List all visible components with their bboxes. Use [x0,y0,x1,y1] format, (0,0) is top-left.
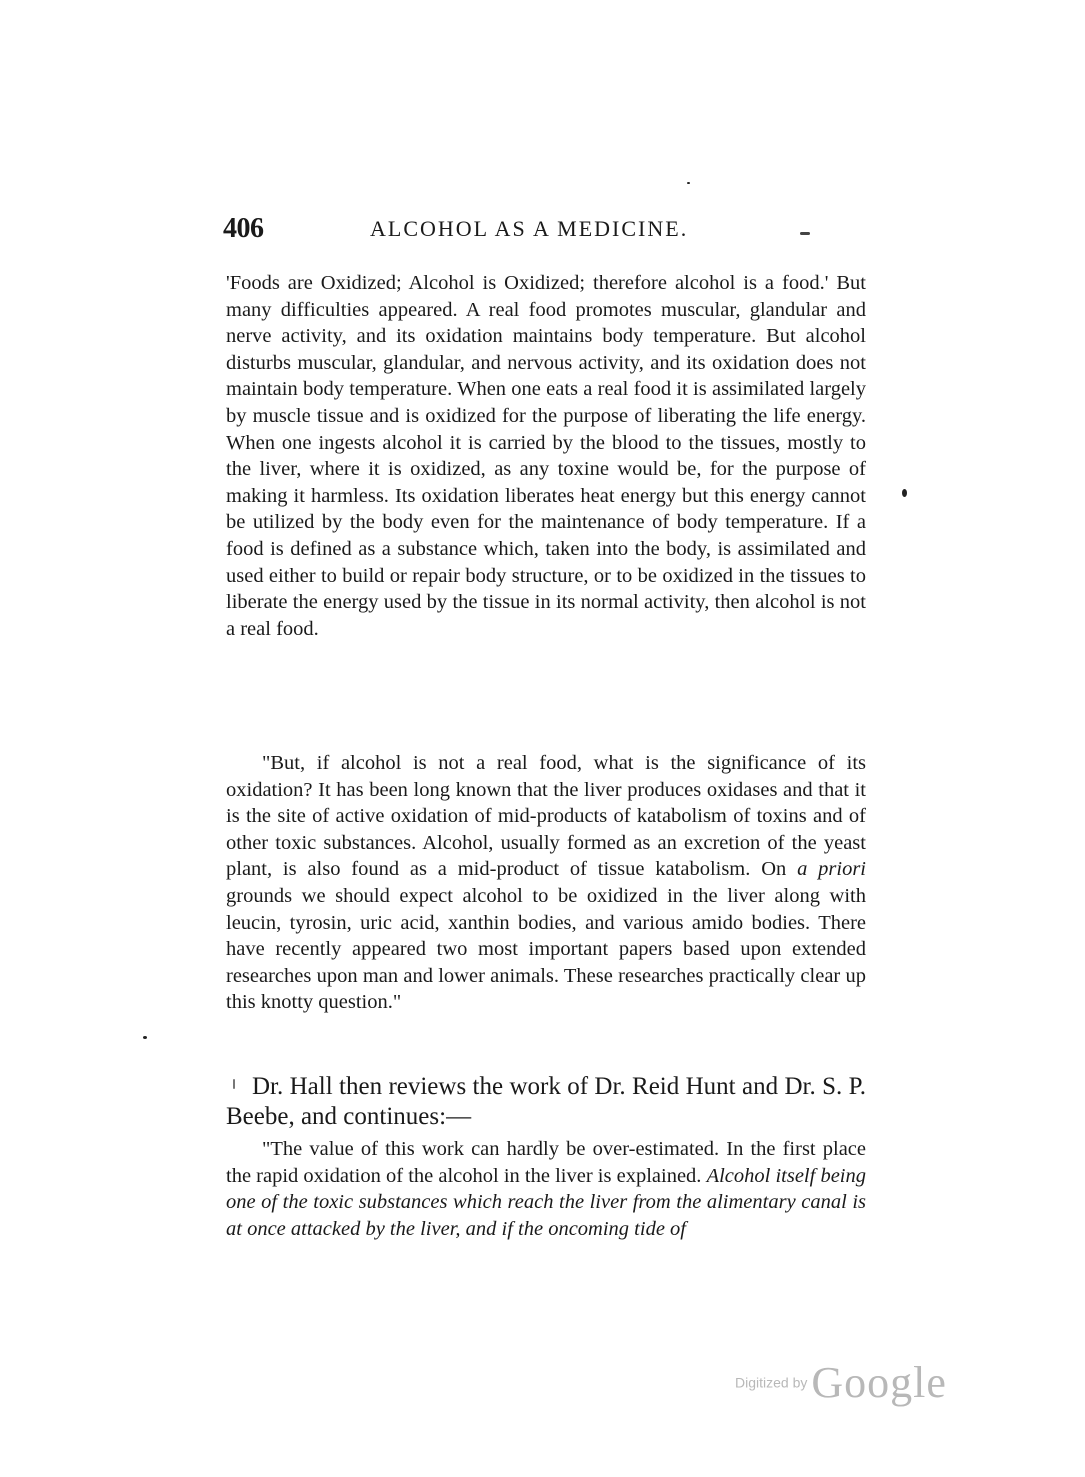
scan-speck [233,1079,235,1089]
paragraph-2-text-end: grounds we should expect alcohol to be oxidized in the liver along with leucin, tyrosin, uric acid, xanthin bodies, and various amido bodies. There have recently appeared two most important papers based upon extended researches upon man and lower animals. These researches practically clear up this knotty question." [226,884,866,1014]
paragraph-2-italic-phrase: a priori [797,858,866,881]
body-paragraph-4 [226,1136,866,1242]
digitized-by-label: Digitized by [735,1374,808,1391]
paragraph-4-italic-passage: Alcohol itself being one of the toxic substances which reach the liver from the alimentary canal is at once attacked by the liver, and if the oncoming tide of [226,1164,866,1240]
scan-speck [687,182,690,184]
running-title: ALCOHOL AS A MEDICINE. [370,216,689,241]
paragraph-2-text-start: "But, if alcohol is not a real food, what is the significance of its oxidation? It has been long known that the liver produces oxidases and that it is the site of active oxidation of mid-products of katabolism of toxins and of other toxic substances. Alcohol, usually formed as an excretion of the yeast plant, is also found as a mid-product of tissue katabolism. On [226,752,866,881]
scan-speck [800,232,810,235]
paragraph-4-text-start: "The value of this work can hardly be over-estimated. In the first place the rapid oxidation of the alcohol in the liver is explained. [226,1138,866,1187]
scan-speck [143,1036,147,1039]
body-paragraph-2 [226,750,866,1016]
digitized-watermark [735,1357,947,1408]
body-paragraph-1: 'Foods are Oxidized; Alcohol is Oxidized; therefore alcohol is a food.' But many difficulties appeared. A real food promotes muscular, glandular and nerve activity, and its oxidation maintains body temperature. But alcohol disturbs muscular, glandular, and nervous activity, and its oxidation does not maintain body temperature. When one eats a real food it is assimilated largely by muscle tissue and is oxidized for the purpose of liberating the life energy. When one ingests alcohol it is carried by the blood to the tissues, mostly to the liver, where it is oxidized, as any toxine would be, for the purpose of making it harmless. Its oxidation liberates heat energy but this energy cannot be utilized by the body even for the maintenance of body temperature. If a food is defined as a substance which, taken into the body, is assimilated and used either to build or repair body structure, or to be oxidized in the tissues to liberate the energy used by the tissue in its normal activity, then alcohol is not a real food. [226,272,866,640]
body-paragraph-3: Dr. Hall then reviews the work of Dr. Reid Hunt and Dr. S. P. Beebe, and continues:— [226,1073,866,1130]
google-logo: Google [811,1358,947,1407]
scan-speck [902,489,907,497]
page-number: 406 [223,213,264,244]
